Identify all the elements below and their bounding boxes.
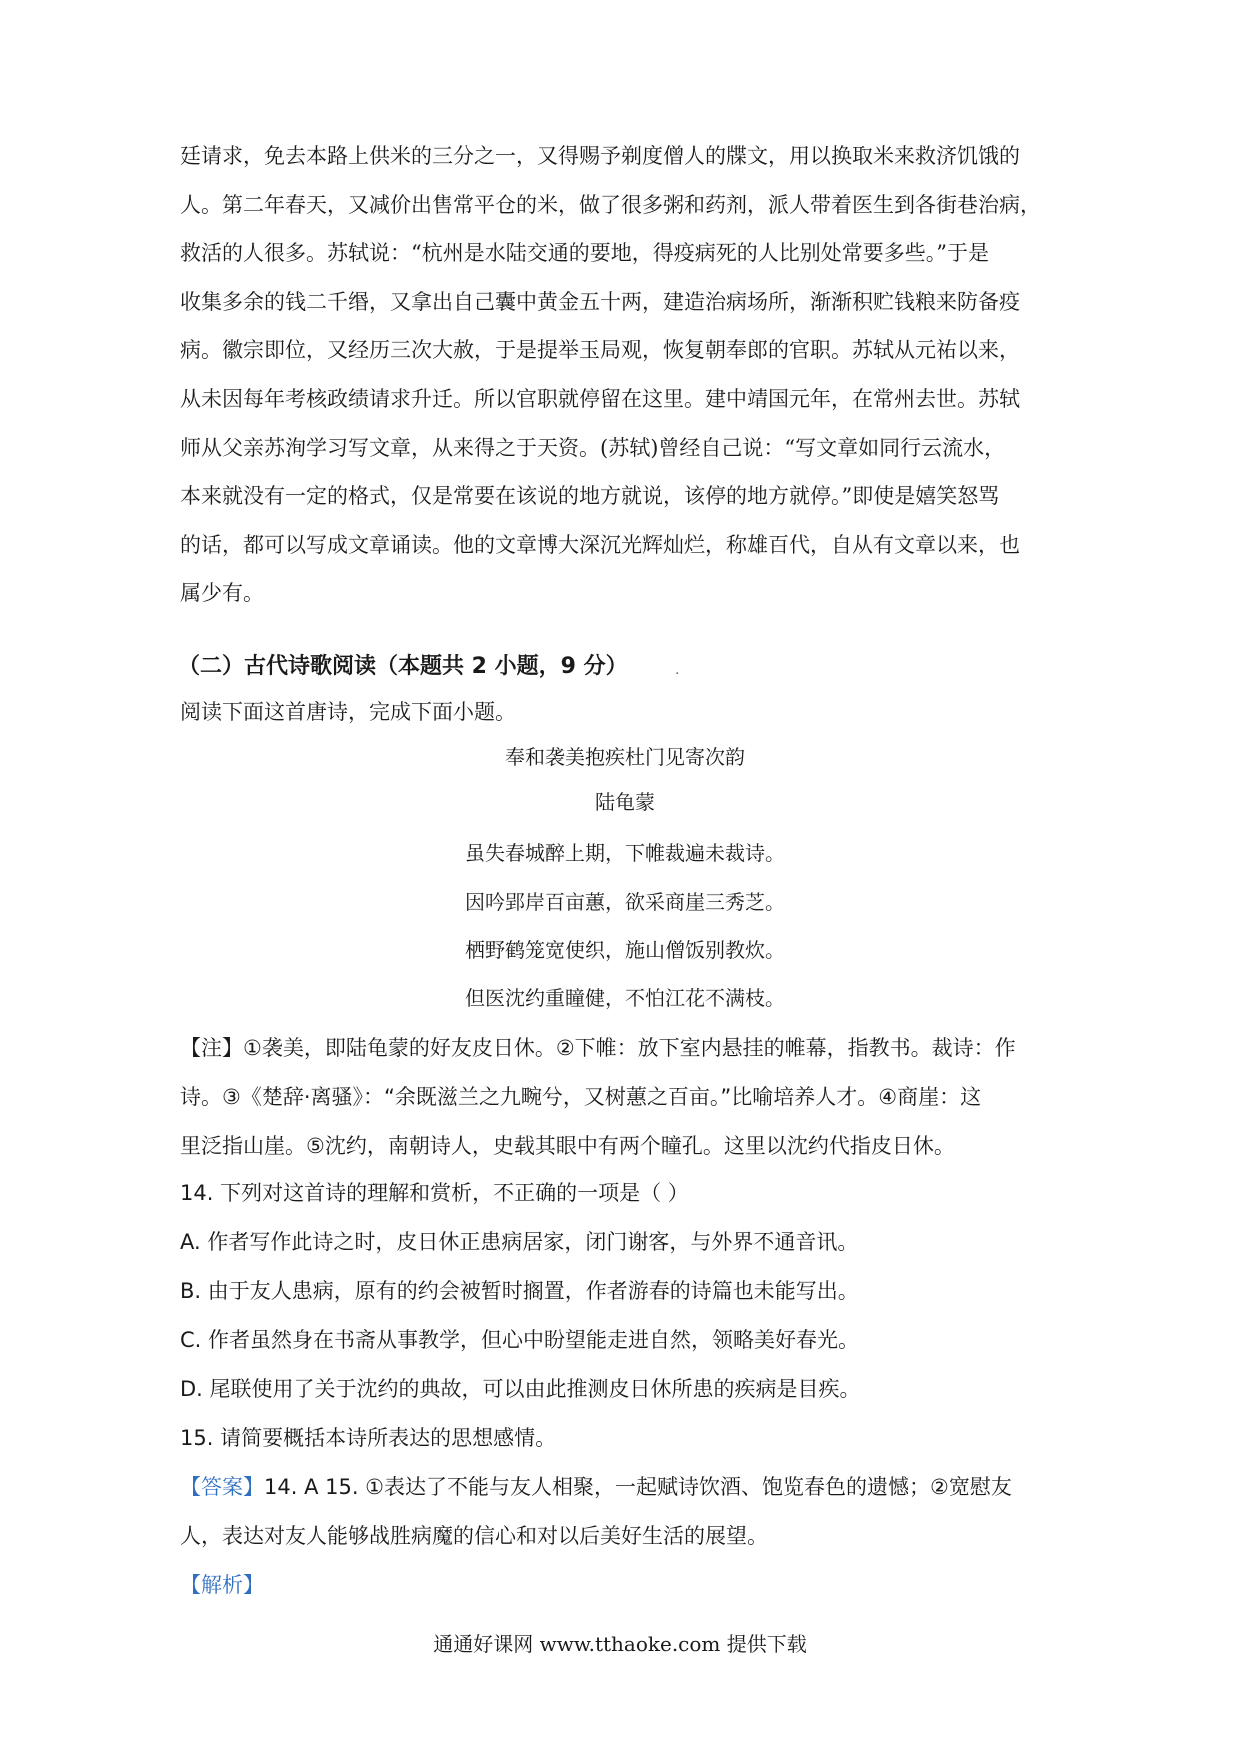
translation-paragraph [180,132,1070,618]
poem-line: 虽失春城醉上期，下帷裁遍未裁诗。 [465,841,785,865]
option-c: C. 作者虽然身在书斋从事教学，但心中盼望能走进自然，领略美好春光。 [180,1328,860,1352]
section-title: （二）古代诗歌阅读（本题共 2 小题，9 分） [178,654,628,679]
answer-line [180,1471,1012,1501]
option-d: D. 尾联使用了关于沈约的典故，可以由此推测皮日休所患的疾病是目疾。 [180,1377,861,1401]
question-14-stem: 14. 下列对这首诗的理解和赏析，不正确的一项是（ ） [180,1181,689,1205]
note-line: 诗。③《楚辞·离骚》：“余既滋兰之九畹兮，又树蕙之百亩。”比喻培养人才。④商崖：这 [180,1085,982,1109]
poem-title: 奉和袭美抱疾杜门见寄次韵 [505,745,745,769]
text-line: 廷请求，免去本路上供米的三分之一，又得赐予剃度僧人的牒文，用以换取米来救济饥饿的 [180,144,1020,168]
note-label: 【注】 [180,1036,243,1060]
poem-author: 陆龟蒙 [595,790,655,814]
text-line: 从未因每年考核政绩请求升迁。所以官职就停留在这里。建中靖国元年，在常州去世。苏轼 [180,386,1020,411]
footer-watermark: 通通好课网 www.tthaoke.com 提供下载 [433,1632,807,1656]
paragraph-text [180,132,1070,618]
scan-mark: . [675,662,680,678]
answer-text: 14. A 15. ①表达了不能与友人相聚，一起赋诗饮酒、饱览春色的遗憾；②宽慰友 [264,1475,1012,1499]
answer-line-2: 人，表达对友人能够战胜病魔的信心和对以后美好生活的展望。 [180,1524,768,1548]
answer-label: 【答案】 [180,1475,264,1499]
text-line: 属少有。 [180,581,264,606]
note-line: 里泛指山崖。⑤沈约，南朝诗人，史载其眼中有两个瞳孔。这里以沈约代指皮日休。 [180,1134,955,1158]
reading-instruction: 阅读下面这首唐诗，完成下面小题。 [180,700,516,724]
text-line: 病。徽宗即位，又经历三次大赦，于是提举玉局观，恢复朝奉郎的官职。苏轼从元祐以来， [180,338,1020,363]
poem-line: 栖野鹤笼宽使织，施山僧饭别教炊。 [465,938,785,962]
question-15-stem: 15. 请简要概括本诗所表达的思想感情。 [180,1426,557,1450]
poem-notes [180,1024,1070,1171]
poem-line: 因吟郢岸百亩蕙，欲采商崖三秀芝。 [465,890,785,914]
poem-line: 但医沈约重瞳健，不怕江花不满枝。 [465,986,785,1010]
text-line: 师从父亲苏洵学习写文章，从来得之于天资。(苏轼)曾经自己说：“写文章如同行云流水， [180,435,1006,460]
text-line: 救活的人很多。苏轼说：“杭州是水陆交通的要地，得疫病死的人比别处常要多些。”于是 [180,241,989,266]
text-line: 的话，都可以写成文章诵读。他的文章博大深沉光辉灿烂，称雄百代，自从有文章以来，也 [180,532,1020,557]
option-a: A. 作者写作此诗之时，皮日休正患病居家，闭门谢客，与外界不通音讯。 [180,1230,859,1254]
analysis-label: 【解析】 [180,1573,264,1597]
note-line: 【注】①袭美，即陆龟蒙的好友皮日休。②下帷：放下室内悬挂的帷幕，指教书。裁诗：作 [180,1036,1016,1060]
option-b: B. 由于友人患病，原有的约会被暂时搁置，作者游春的诗篇也未能写出。 [180,1279,859,1303]
text-line: 人。第二年春天，又减价出售常平仓的米，做了很多粥和药剂，派人带着医生到各街巷治病， [180,192,1041,217]
text-line: 收集多余的钱二千缗，又拿出自己囊中黄金五十两，建造治病场所，渐渐积贮钱粮来防备疫 [180,289,1020,314]
text-line: 本来就没有一定的格式，仅是常要在该说的地方就说，该停的地方就停。”即使是嬉笑怒骂 [180,484,1000,509]
